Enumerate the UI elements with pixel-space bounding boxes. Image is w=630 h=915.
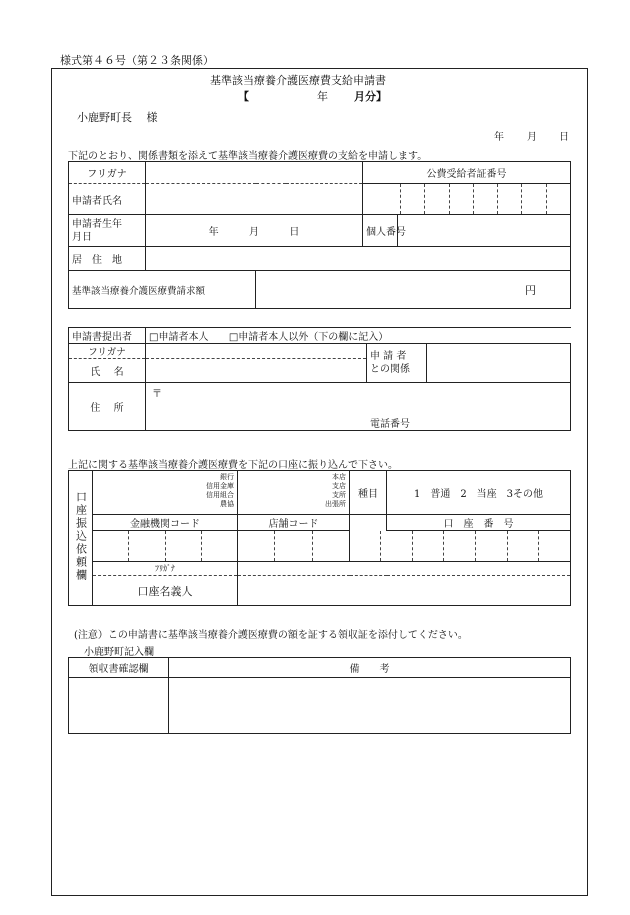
- applicant-table: [68, 161, 571, 309]
- option-other-checkbox[interactable]: □申請者本人以外（下の欄に記入）: [228, 332, 389, 343]
- period-open: 【: [238, 90, 249, 103]
- branch-code-field[interactable]: [238, 531, 350, 562]
- branch-code-label: 店舗コード: [238, 515, 350, 531]
- form-title: 基準該当療養介護医療費支給申請書: [210, 74, 386, 87]
- applicant-birth-field[interactable]: 年 月 日: [146, 215, 363, 247]
- phone-label: 電話番号: [370, 419, 410, 430]
- holder-name-field[interactable]: [238, 576, 571, 606]
- date-year: 年: [494, 132, 504, 143]
- period-year: 年: [317, 90, 328, 103]
- claim-amount-label: 基準該当療養介護医療費請求額: [69, 271, 256, 309]
- recipient-number-field[interactable]: [363, 184, 571, 215]
- institution-code-boxes: [93, 531, 237, 561]
- form-number: 様式第４６号（第２３条関係）: [60, 54, 214, 67]
- submitter-address-label: 住 所: [69, 383, 146, 431]
- postal-mark: 〒: [152, 389, 162, 400]
- submitter-furigana-label: フリガナ: [69, 344, 146, 359]
- holder-furigana-label: ﾌﾘｶﾞﾅ: [93, 562, 238, 576]
- period-month: 月分】: [354, 90, 387, 103]
- submitter-name-field[interactable]: [146, 359, 367, 383]
- office-table: [68, 657, 571, 734]
- bank-side-label: 口座振込依頼欄: [69, 471, 93, 606]
- personal-number-field[interactable]: [398, 215, 571, 247]
- date-day: 日: [559, 132, 569, 143]
- claim-amount-field[interactable]: [256, 271, 571, 309]
- account-kind-options[interactable]: 1 普通 2 当座 3その他: [387, 471, 571, 515]
- applicant-address-field[interactable]: [146, 247, 571, 271]
- account-number-field[interactable]: [350, 531, 571, 562]
- account-number-boxes: [380, 531, 570, 561]
- relation-label: 申 請 者 との関係: [367, 344, 427, 383]
- holder-furigana-field[interactable]: [238, 562, 571, 576]
- branch-code-boxes: [238, 531, 349, 561]
- option-self-checkbox[interactable]: □申請者本人: [149, 332, 209, 343]
- institution-code-field[interactable]: [93, 531, 238, 562]
- intro-text: 下記のとおり、関係書類を添えて基準該当療養介護医療費の支給を申請します。: [68, 151, 428, 162]
- applicant-address-label: 居 住 地: [69, 247, 146, 271]
- submitter-label: 申請書提出者: [69, 328, 146, 344]
- recipient-number-boxes: [400, 184, 570, 214]
- receipt-check-field[interactable]: [69, 678, 169, 734]
- applicant-furigana-label: フリガナ: [69, 162, 146, 184]
- account-number-label: 口 座 番 号: [387, 515, 571, 531]
- applicant-name-field[interactable]: [146, 184, 363, 215]
- submitter-options: [146, 328, 571, 344]
- account-kind-label: 種目: [350, 471, 387, 515]
- bank-table: [68, 470, 571, 606]
- addressee: 小鹿野町長 様: [77, 111, 158, 124]
- submitter-table: [68, 327, 571, 431]
- account-number-spacer: [350, 515, 387, 531]
- remarks-field[interactable]: [169, 678, 571, 734]
- applicant-furigana-field[interactable]: [146, 162, 363, 184]
- recipient-number-label: 公費受給者証番号: [363, 162, 571, 184]
- institution-code-label: 金融機関コード: [93, 515, 238, 531]
- yen-unit: 円: [525, 283, 537, 297]
- applicant-birth-label: 申請者生年 月日: [69, 215, 146, 247]
- relation-field[interactable]: [427, 344, 571, 383]
- personal-number-label: 個人番号: [363, 215, 398, 247]
- institution-name-field[interactable]: 銀行 信用金庫 信用組合 農協: [93, 471, 238, 515]
- submitter-address-field[interactable]: [146, 383, 571, 431]
- branch-name-field[interactable]: 本店 支店 支所 出張所: [238, 471, 350, 515]
- applicant-name-label: 申請者氏名: [69, 184, 146, 215]
- bank-intro-text: 上記に関する基準該当療養介護医療費を下記の口座に振り込んで下さい。: [68, 460, 398, 471]
- holder-name-label: 口座名義人: [93, 576, 238, 606]
- date-month: 月: [527, 132, 537, 143]
- remarks-label: 備 考: [169, 658, 571, 678]
- attachment-note: (注意）この申請書に基準該当療養介護医療費の額を証する領収証を添付してください。: [74, 630, 468, 641]
- office-use-label: 小鹿野町記入欄: [84, 647, 154, 658]
- submitter-furigana-field[interactable]: [146, 344, 367, 359]
- submitter-name-label: 氏 名: [69, 359, 146, 383]
- receipt-check-label: 領収書確認欄: [69, 658, 169, 678]
